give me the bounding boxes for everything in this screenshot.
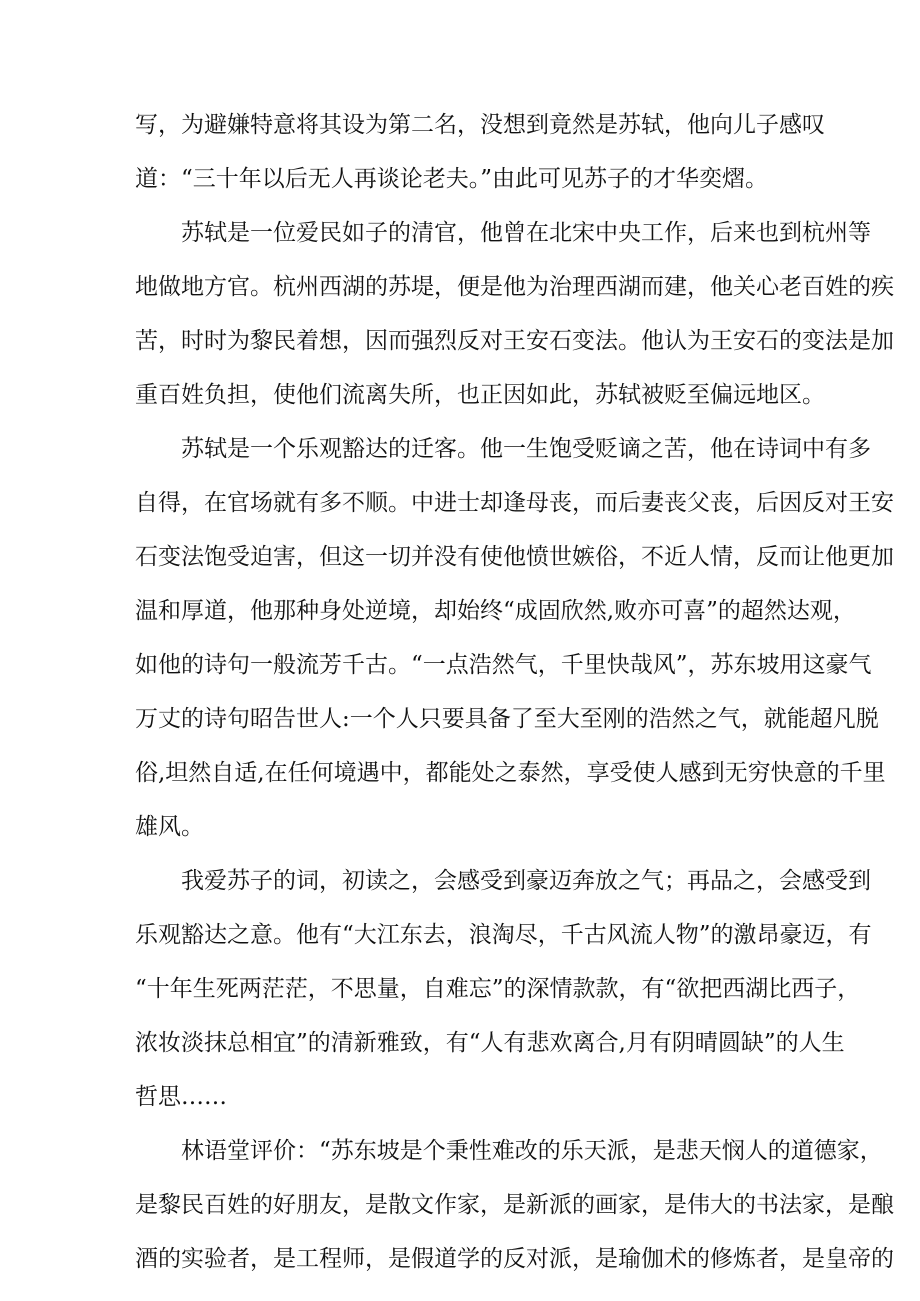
- text-line: 重百姓负担，使他们流离失所，也正因如此，苏轼被贬至偏远地区。: [135, 382, 825, 408]
- text-line: 苏轼是一个乐观豁达的迁客。他一生饱受贬谪之苦，他在诗词中有多: [135, 436, 871, 462]
- text-line: 酒的实验者，是工程师，是假道学的反对派，是瑜伽术的修炼者，是皇帝的: [135, 1246, 894, 1272]
- text-line: 乐观豁达之意。他有“大江东去，浪淘尽，千古风流人物”的激昂豪迈，有: [135, 922, 872, 948]
- text-line: 万丈的诗句昭告世人:一个人只要具备了至大至刚的浩然之气，就能超凡脱: [135, 706, 879, 732]
- text-line: 是黎民百姓的好朋友，是散文作家，是新派的画家，是伟大的书法家，是酿: [135, 1192, 894, 1218]
- paragraph: [135, 868, 872, 1111]
- text-line: 自得，在官场就有多不顺。中进士却逢母丧，而后妻丧父丧，后因反对王安: [135, 490, 894, 516]
- text-line: 哲思……: [135, 1084, 227, 1110]
- paragraph: [135, 436, 894, 841]
- text-line: 苦，时时为黎民着想，因而强烈反对王安石变法。他认为王安石的变法是加: [135, 328, 894, 354]
- body-text: [135, 112, 894, 1273]
- text-line: 道：“三十年以后无人再谈论老夫。”由此可见苏子的才华奕熠。: [135, 166, 769, 192]
- text-line: 温和厚道，他那种身处逆境，却始终“成固欣然,败亦可喜”的超然达观，: [135, 598, 856, 624]
- text-line: 林语堂评价：“苏东坡是个秉性难改的乐天派，是悲天悯人的道德家，: [135, 1138, 883, 1164]
- text-line: “十年生死两茫茫，不思量，自难忘”的深情款款，有“欲把西湖比西子，: [135, 976, 861, 1002]
- paragraph: [135, 220, 894, 409]
- text-line: 浓妆淡抹总相宜”的清新雅致，有“人有悲欢离合,月有阴晴圆缺”的人生: [135, 1030, 845, 1056]
- paragraph: [135, 1138, 894, 1273]
- text-line: 苏轼是一位爱民如子的清官，他曾在北宋中央工作，后来也到杭州等: [135, 220, 871, 246]
- text-line: 石变法饱受迫害，但这一切并没有使他愤世嫉俗，不近人情，反而让他更加: [135, 544, 894, 570]
- text-line: 俗,坦然自适,在任何境遇中，都能处之泰然，享受使人感到无穷快意的千里: [135, 760, 886, 786]
- text-line: 如他的诗句一般流芳千古。“一点浩然气，千里快哉风”，苏东坡用这豪气: [135, 652, 872, 678]
- text-line: 地做地方官。杭州西湖的苏堤，便是他为治理西湖而建，他关心老百姓的疾: [135, 274, 894, 300]
- text-line: 我爱苏子的词，初读之，会感受到豪迈奔放之气；再品之，会感受到: [135, 868, 871, 894]
- paragraph: [135, 112, 825, 193]
- text-line: 写，为避嫌特意将其设为第二名，没想到竟然是苏轼，他向儿子感叹: [135, 112, 825, 138]
- text-line: 雄风。: [135, 814, 204, 840]
